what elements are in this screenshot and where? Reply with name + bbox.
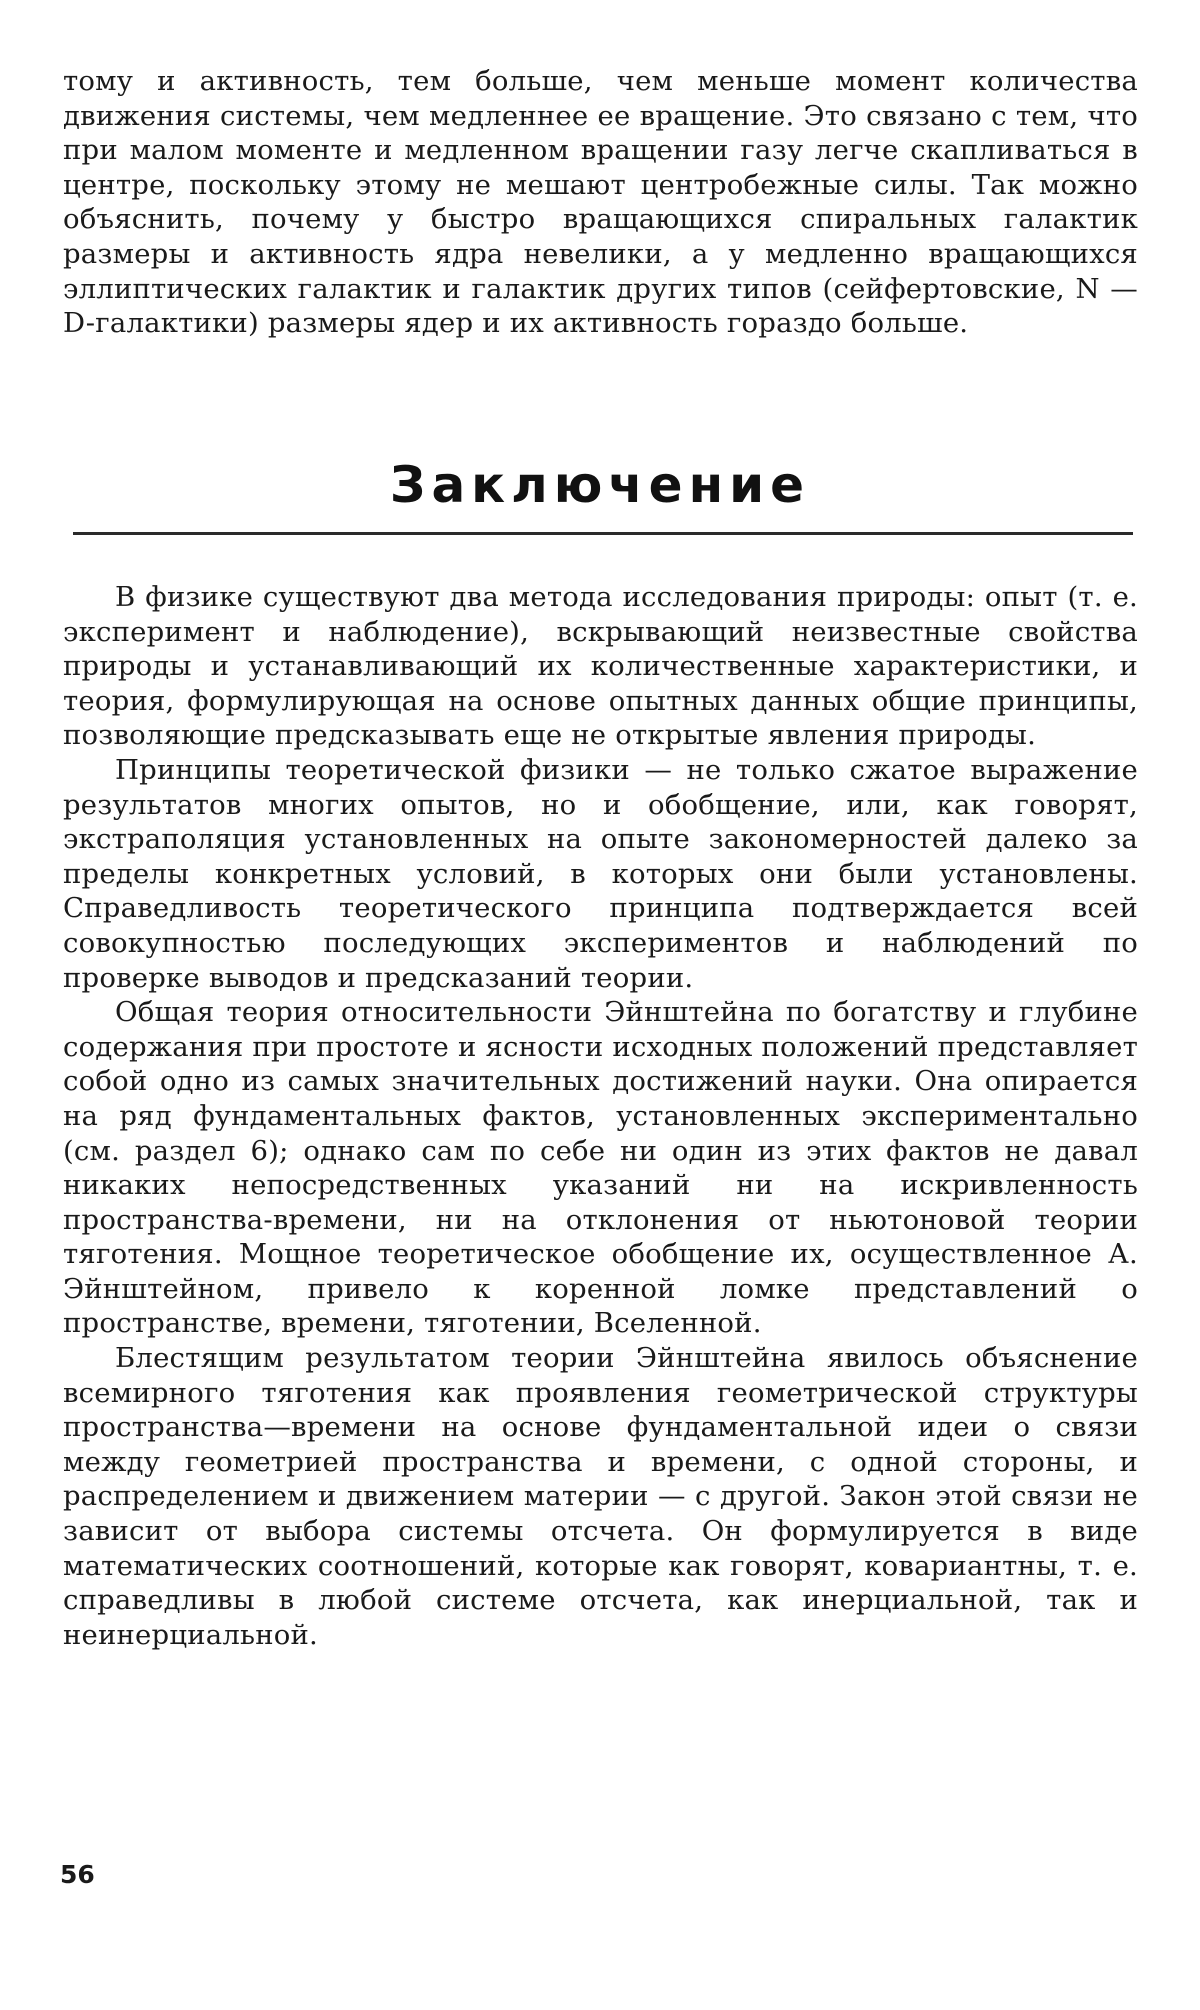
paragraph: Принципы теоретической физики — не только сжатое выражение результатов многих опытов, но и обобщение, или, как говорят, экстраполяция установленных на опыте закономерностей далеко за пределы конкретных условий, в которых они были установлены. Справедливость теоретического принципа подтверждается всей совокупностью последующих экспериментов и наблюдений по проверке выводов и предсказаний теории. bbox=[63, 753, 1138, 994]
intro-text bbox=[63, 64, 1138, 341]
paragraph: Общая теория относительности Эйнштейна по богатству и глубине содержания при простоте и ясности исходных положений представляет собой одно из самых значительных достижений науки. Она опирается на ряд фундаментальных фактов, установленных экспериментально (см. раздел 6); однако сам по себе ни один из этих фактов не давал никаких непосредственных указаний ни на искривленность пространства-времени, ни на отклонения от ньютоновой теории тяготения. Мощное теоретическое обобщение их, осуществленное А. Эйнштейном, привело к коренной ломке представлений о пространстве, времени, тяготении, Вселенной. bbox=[63, 996, 1138, 1340]
paragraph: Блестящим результатом теории Эйнштейна явилось объяснение всемирного тяготения как проявления геометрической структуры пространства—времени на основе фундаментальной идеи о связи между геометрией пространства и времени, с одной стороны, и распределением и движением материи — с другой. Закон этой связи не зависит от выбора системы отсчета. Он формулируется в виде математических соотношений, которые как говорят, ковариантны, т. е. справедливы в любой системе отсчета, как инерциальной, так и неинерциальной. bbox=[63, 1342, 1138, 1651]
intro-paragraph: тому и активность, тем больше, чем меньше момент количества движения системы, чем медленнее ее вращение. Это связано с тем, что при малом моменте и медленном вращении газу легче скапливаться в центре, поскольку этому не мешают центробежные силы. Так можно объяснить, почему у быстро вращающихся спиральных галактик размеры и активность ядра невелики, а у медленно вращающихся эллиптических галактик и галактик других типов (сейфертовские, N — D-галактики) размеры ядер и их активность гораздо больше. bbox=[63, 65, 1138, 340]
title-underline bbox=[73, 532, 1133, 535]
section-title: Заключение bbox=[389, 456, 811, 514]
paragraph: В физике существуют два метода исследования природы: опыт (т. е. эксперимент и наблюдение), вскрывающий неизвестные свойства природы и устанавливающий их количественные характеристики, и теория, формулирующая на основе опытных данных общие принципы, позволяющие предсказывать еще не открытые явления природы. bbox=[63, 581, 1138, 752]
conclusion-text bbox=[63, 580, 1138, 1652]
page-number: 56 bbox=[60, 1860, 95, 1889]
